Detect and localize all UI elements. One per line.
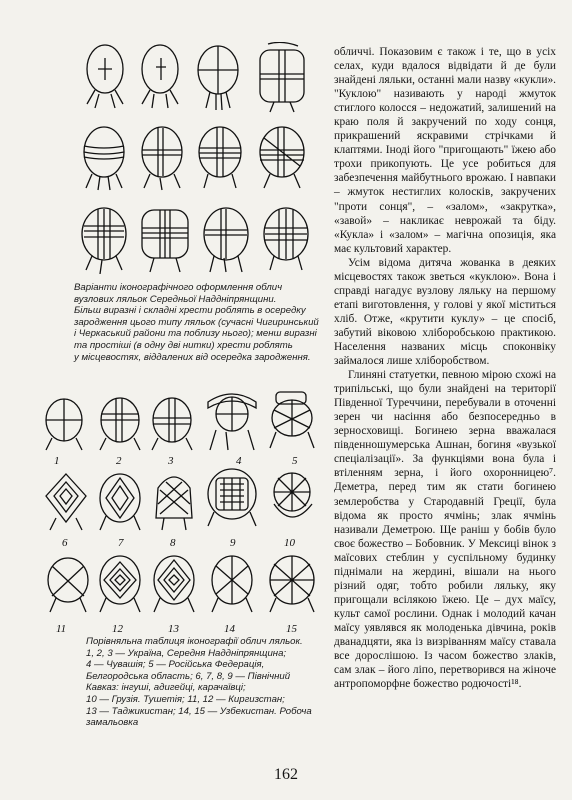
doll-sketch [142,45,178,108]
figure-number: 8 [170,537,176,549]
caption-line: Порівняльна таблиця іконографії облич ляльок. [86,636,303,647]
figure-number: 7 [118,537,124,549]
doll-sketch [48,558,88,612]
figure-top-caption [74,282,334,363]
caption-line: замальовка [86,717,139,729]
doll-sketch [142,127,182,190]
caption-line: Белгородська область; 6, 7, 8, 9 — Північний [86,670,291,682]
figure-number: 4 [236,455,242,467]
doll-sketch [270,556,314,612]
page-number: 162 [274,766,298,783]
caption-line: зародження цього типу ляльок (сучасні Чигиринський [74,316,319,328]
doll-sketch [199,127,241,188]
doll-sketch [198,46,238,110]
figure-bottom-drawing [40,388,332,636]
doll-sketch [87,45,123,108]
caption-line: 4 — Чувашія; 5 — Російська Федерація, [86,659,265,671]
caption-line: Варіанти іконографічного оформлення облич [74,282,283,293]
body-paragraph: обличчі. Показовим є також і те, що в усіх селах, куди вдалося відвідати й де були знайдені ляльки, останні мали назву «кукли». "Куклою" називають у народі жмуток стиглого колосся – недожатий, залишений на краю поля й закручений по ходу сонця, прикрашений яскравими стрічками й клаптями. Іноді його "пригощають" їжею або трохи прикопують. Це усе робиться для забезпечення майбутнього врожаю. І навпаки – жмуток нестиглих колосків, закручених "проти сонця", – «залом», «закрутка», «завой» – накликає неврожай та біду. «Кукла» і «залом» – магічна опозиція, яка має культовий характер. [334,46,556,255]
doll-sketch [82,208,126,274]
doll-sketch [84,127,124,190]
doll-sketch [142,210,188,272]
doll-sketch [154,556,194,612]
figure-top-drawing [70,42,330,274]
doll-sketch [204,208,248,272]
body-text-column [334,45,556,691]
figure-number: 5 [292,455,298,467]
figure-number: 13 [168,623,179,635]
doll-sketch [264,208,308,270]
body-paragraph: Усім відома дитяча жованка в деяких місцевостях також зветься «куклою». Вона і справді нагадує вузлову ляльку на першому етапі виготовлення, у голові у якої міститься хліб. Отже, «крутити куклу» – це спосіб, забутий віковою хліборобською практикою. Населення названих місць споконвіку займалося лише хліборобством. [334,256,556,368]
figure-number: 6 [62,537,68,549]
doll-sketch [100,398,140,450]
doll-sketch [100,556,140,612]
doll-sketch [212,556,252,612]
doll-sketch [260,42,304,112]
caption-line: 1, 2, 3 — Україна, Середня Наддніпрянщина; [86,647,287,659]
figure-top-doll-faces [70,42,330,274]
figure-number: 10 [284,537,295,549]
caption-line: вузлових ляльок Середньої Наддніпрянщини. [74,293,277,305]
doll-sketch [156,477,192,530]
figure-number: 12 [112,623,123,635]
caption-line: 13 — Таджикистан; 14, 15 — Узбекистан. Робоча [86,705,312,717]
figure-bottom-comparative-table [40,388,332,636]
figure-number: 14 [224,623,235,635]
figure-number: 2 [116,455,122,467]
caption-line: та простіші (в одну дві нитки) хрести роблять [74,339,293,351]
figure-number: 11 [56,623,67,635]
figure-number: 3 [168,455,174,467]
doll-sketch [46,399,82,450]
caption-line: 10 — Грузія. Тушетія; 11, 12 — Киргизстан; [86,693,285,705]
caption-line: у місцевостях, віддалених від осередка зародження. [74,351,311,363]
doll-sketch [100,474,140,530]
caption-line: і Черкаський райони та поблизу нього); менш виразні [74,328,317,340]
caption-line: Кавказ: інгуші, адигейці, карачаївці; [86,682,246,694]
body-paragraph: Глиняні статуетки, певною мірою схожі на трипільські, що були знайдені на території Південної Туреччини, перебували в оточенні зерен чи насіння або безпосередньо в зерносховищі. Богинею зерна вважалася південношумерська Ашнан, богиня «вузької спеціалізації». За функціями вона була і втіленням зерна, і його охоронницею⁷. Деметра, перед тим як стати богинею землеробства у Стародавній Греції, була відома як просто ячмінь; злак ячмінь називали Деметрою. Ще раніш у бобів було своє божество – Бобовник. У Мексиці вінок з маїсових стеблин у суспільному будинку піднімали на жердині, вішали на нього різний одяг, тобто робили ляльку, яку пригощали всілякою їжею. Це – дух маїсу, культ самої рослини. Однак і молодий качан маїсу уявлявся як молоденька дівчина, років дванадцяти, яка із визріванням маїсу ставала все дорослішою. Із часом божество злаків, сам злак – його ліпо, перетворився на жіноче антропоморфне божество родючості¹⁸. [334,369,556,691]
figure-number: 15 [286,623,297,635]
figure-number: 9 [230,537,236,549]
doll-sketch [208,469,256,526]
doll-sketch [152,398,192,450]
doll-sketch [208,394,256,450]
figure-bottom-caption [86,636,326,729]
doll-sketch [46,474,86,530]
doll-sketch [274,473,312,517]
figure-number: 1 [54,455,60,467]
caption-line: Більш виразні і складні хрести роблять в осередку [74,305,306,317]
doll-sketch [270,392,314,448]
doll-sketch [260,127,304,188]
